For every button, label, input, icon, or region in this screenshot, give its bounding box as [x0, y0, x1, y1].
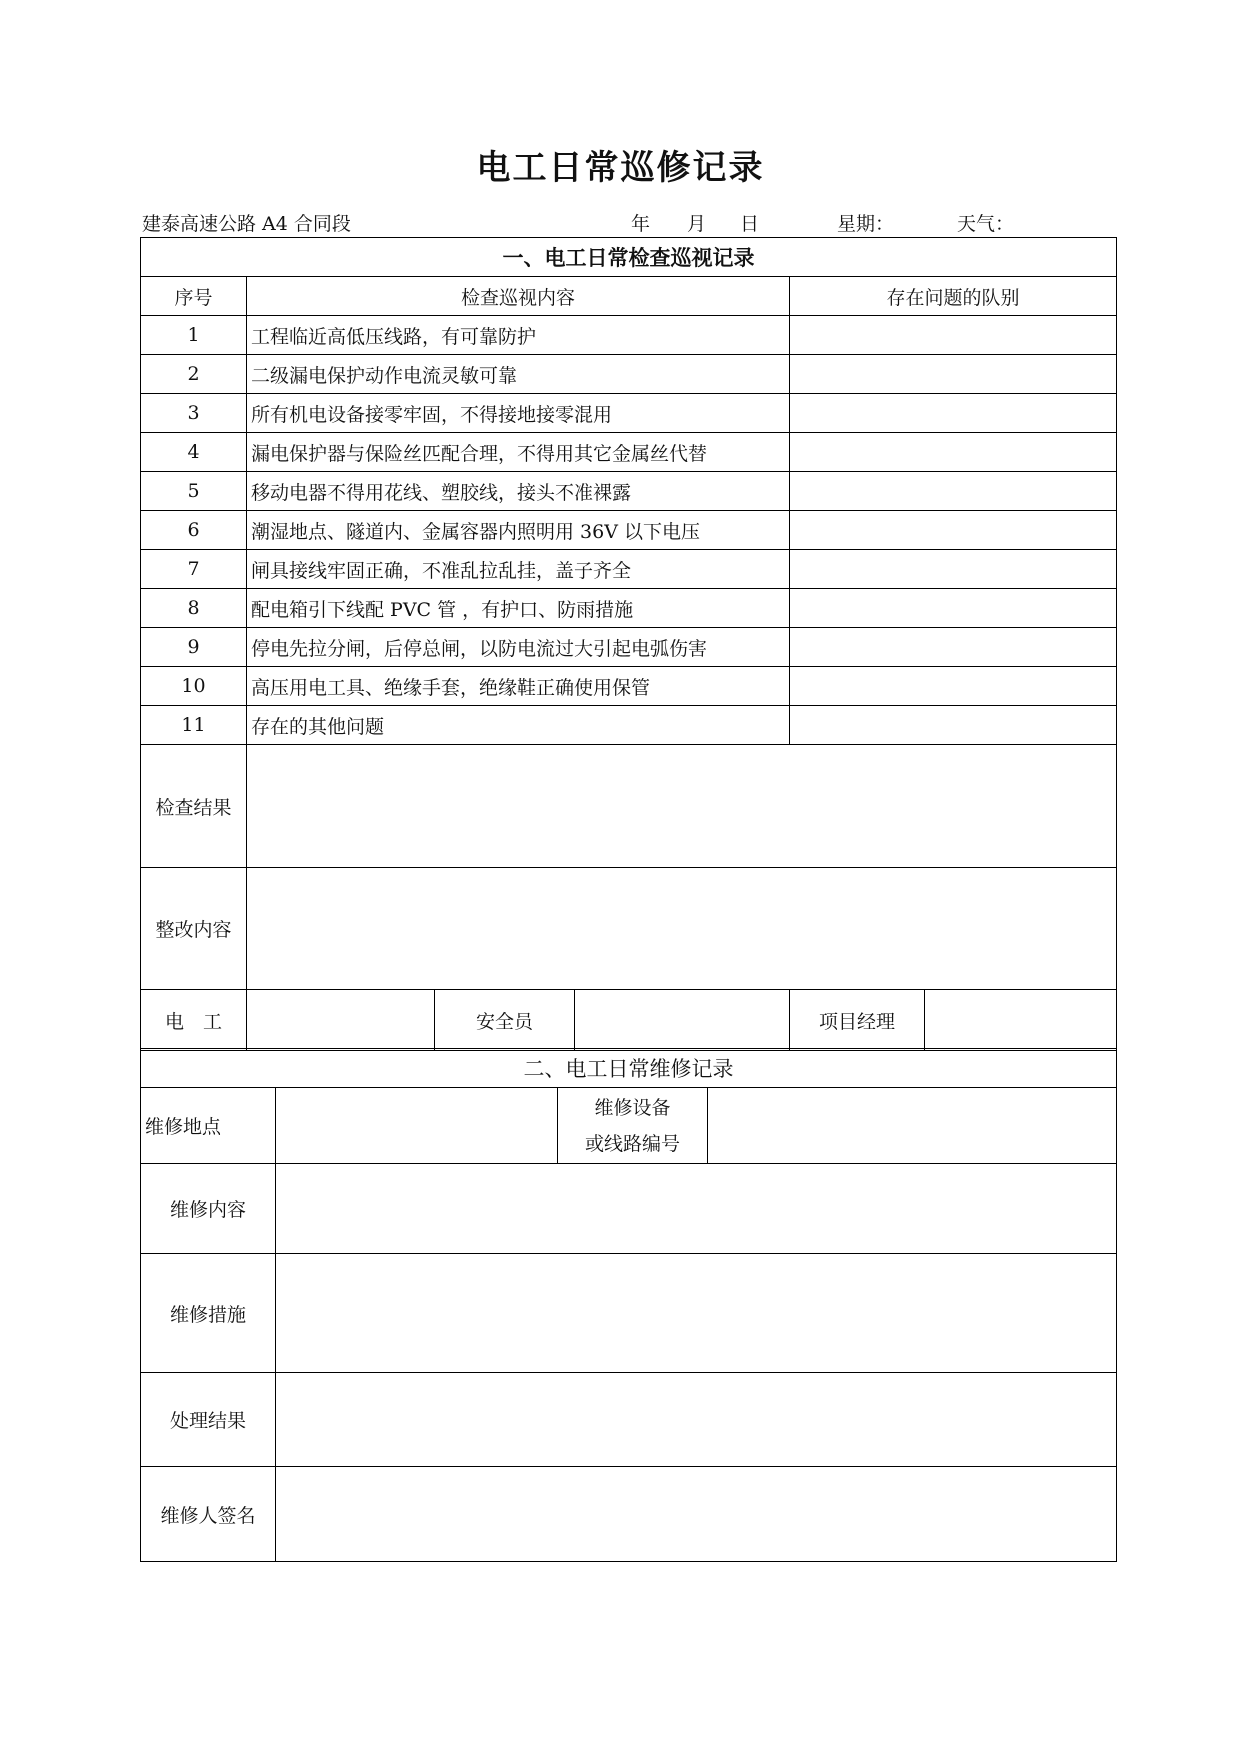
- table-row: [141, 355, 1117, 394]
- problem-team-field[interactable]: [790, 472, 1117, 511]
- safety-officer-field[interactable]: [575, 990, 790, 1051]
- row-number: 11: [141, 706, 247, 745]
- inspection-result-label: 检查结果: [141, 745, 247, 868]
- inspection-item: 漏电保护器与保险丝匹配合理，不得用其它金属丝代替: [247, 433, 790, 472]
- table-row: [141, 394, 1117, 433]
- section1-heading: 一、电工日常检查巡视记录: [141, 238, 1117, 277]
- repair-content-label: 维修内容: [141, 1164, 276, 1254]
- problem-team-field[interactable]: [790, 316, 1117, 355]
- problem-team-field[interactable]: [790, 394, 1117, 433]
- repair-content-field[interactable]: [276, 1164, 1117, 1254]
- section2-heading: 二、电工日常维修记录: [141, 1049, 1117, 1088]
- date-year-label: 年: [631, 213, 651, 235]
- electrician-label: 电 工: [141, 990, 247, 1051]
- date-day-label: 日: [740, 213, 760, 235]
- inspection-item: 存在的其他问题: [247, 706, 790, 745]
- repairer-signature-field[interactable]: [276, 1467, 1117, 1562]
- repair-result-label: 处理结果: [141, 1373, 276, 1467]
- inspection-item: 配电箱引下线配 PVC 管 ，有护口、防雨措施: [247, 589, 790, 628]
- inspection-result-field[interactable]: [247, 745, 1117, 868]
- repairer-signature-label: 维修人签名: [141, 1467, 276, 1562]
- repair-location-label: 维修地点: [141, 1088, 276, 1164]
- row-number: 8: [141, 589, 247, 628]
- col-header-content: 检查巡视内容: [247, 277, 790, 316]
- row-number: 9: [141, 628, 247, 667]
- table-row: [141, 433, 1117, 472]
- table-row: [141, 316, 1117, 355]
- repair-location-field[interactable]: [276, 1088, 558, 1164]
- weather-label: 天气：: [957, 213, 1015, 235]
- row-number: 10: [141, 667, 247, 706]
- row-number: 5: [141, 472, 247, 511]
- inspection-item: 停电先拉分闸，后停总闸，以防电流过大引起电弧伤害: [247, 628, 790, 667]
- inspection-table: [140, 237, 1117, 1051]
- rectify-content-field[interactable]: [247, 868, 1117, 990]
- inspection-item: 闸具接线牢固正确，不准乱拉乱挂，盖子齐全: [247, 550, 790, 589]
- row-number: 3: [141, 394, 247, 433]
- page-title: 电工日常巡修记录: [476, 148, 765, 188]
- table-row: [141, 472, 1117, 511]
- table-row: [141, 589, 1117, 628]
- repair-equipment-label: [558, 1088, 708, 1164]
- table-row: [141, 628, 1117, 667]
- weekday-label: 星期：: [837, 213, 895, 235]
- safety-officer-label: 安全员: [435, 990, 575, 1051]
- inspection-rows: [141, 316, 1117, 745]
- problem-team-field[interactable]: [790, 628, 1117, 667]
- col-header-team: 存在问题的队别: [790, 277, 1117, 316]
- row-number: 6: [141, 511, 247, 550]
- inspection-item: 高压用电工具、绝缘手套，绝缘鞋正确使用保管: [247, 667, 790, 706]
- problem-team-field[interactable]: [790, 355, 1117, 394]
- row-number: 7: [141, 550, 247, 589]
- project-name: 建泰高速公路 A4 合同段: [142, 213, 351, 235]
- repair-measures-label: 维修措施: [141, 1254, 276, 1373]
- problem-team-field[interactable]: [790, 511, 1117, 550]
- inspection-item: 二级漏电保护动作电流灵敏可靠: [247, 355, 790, 394]
- row-number: 1: [141, 316, 247, 355]
- project-manager-label: 项目经理: [790, 990, 925, 1051]
- inspection-item: 所有机电设备接零牢固，不得接地接零混用: [247, 394, 790, 433]
- col-header-no: 序号: [141, 277, 247, 316]
- repair-equipment-label-line1: 维修设备: [594, 1096, 671, 1119]
- repair-measures-field[interactable]: [276, 1254, 1117, 1373]
- table-row: [141, 550, 1117, 589]
- problem-team-field[interactable]: [790, 706, 1117, 745]
- problem-team-field[interactable]: [790, 667, 1117, 706]
- table-row: [141, 667, 1117, 706]
- electrician-field[interactable]: [247, 990, 435, 1051]
- inspection-item: 移动电器不得用花线、塑胶线，接头不准裸露: [247, 472, 790, 511]
- table-row: [141, 706, 1117, 745]
- problem-team-field[interactable]: [790, 589, 1117, 628]
- problem-team-field[interactable]: [790, 550, 1117, 589]
- row-number: 2: [141, 355, 247, 394]
- repair-table: [140, 1048, 1117, 1562]
- date-month-label: 月: [687, 213, 707, 235]
- problem-team-field[interactable]: [790, 433, 1117, 472]
- inspection-item: 工程临近高低压线路，有可靠防护: [247, 316, 790, 355]
- repair-result-field[interactable]: [276, 1373, 1117, 1467]
- repair-equipment-label-line2: 或线路编号: [584, 1132, 680, 1155]
- repair-equipment-field[interactable]: [708, 1088, 1117, 1164]
- rectify-content-label: 整改内容: [141, 868, 247, 990]
- project-manager-field[interactable]: [925, 990, 1117, 1051]
- table-row: [141, 511, 1117, 550]
- inspection-item: 潮湿地点、隧道内、金属容器内照明用 36V 以下电压: [247, 511, 790, 550]
- row-number: 4: [141, 433, 247, 472]
